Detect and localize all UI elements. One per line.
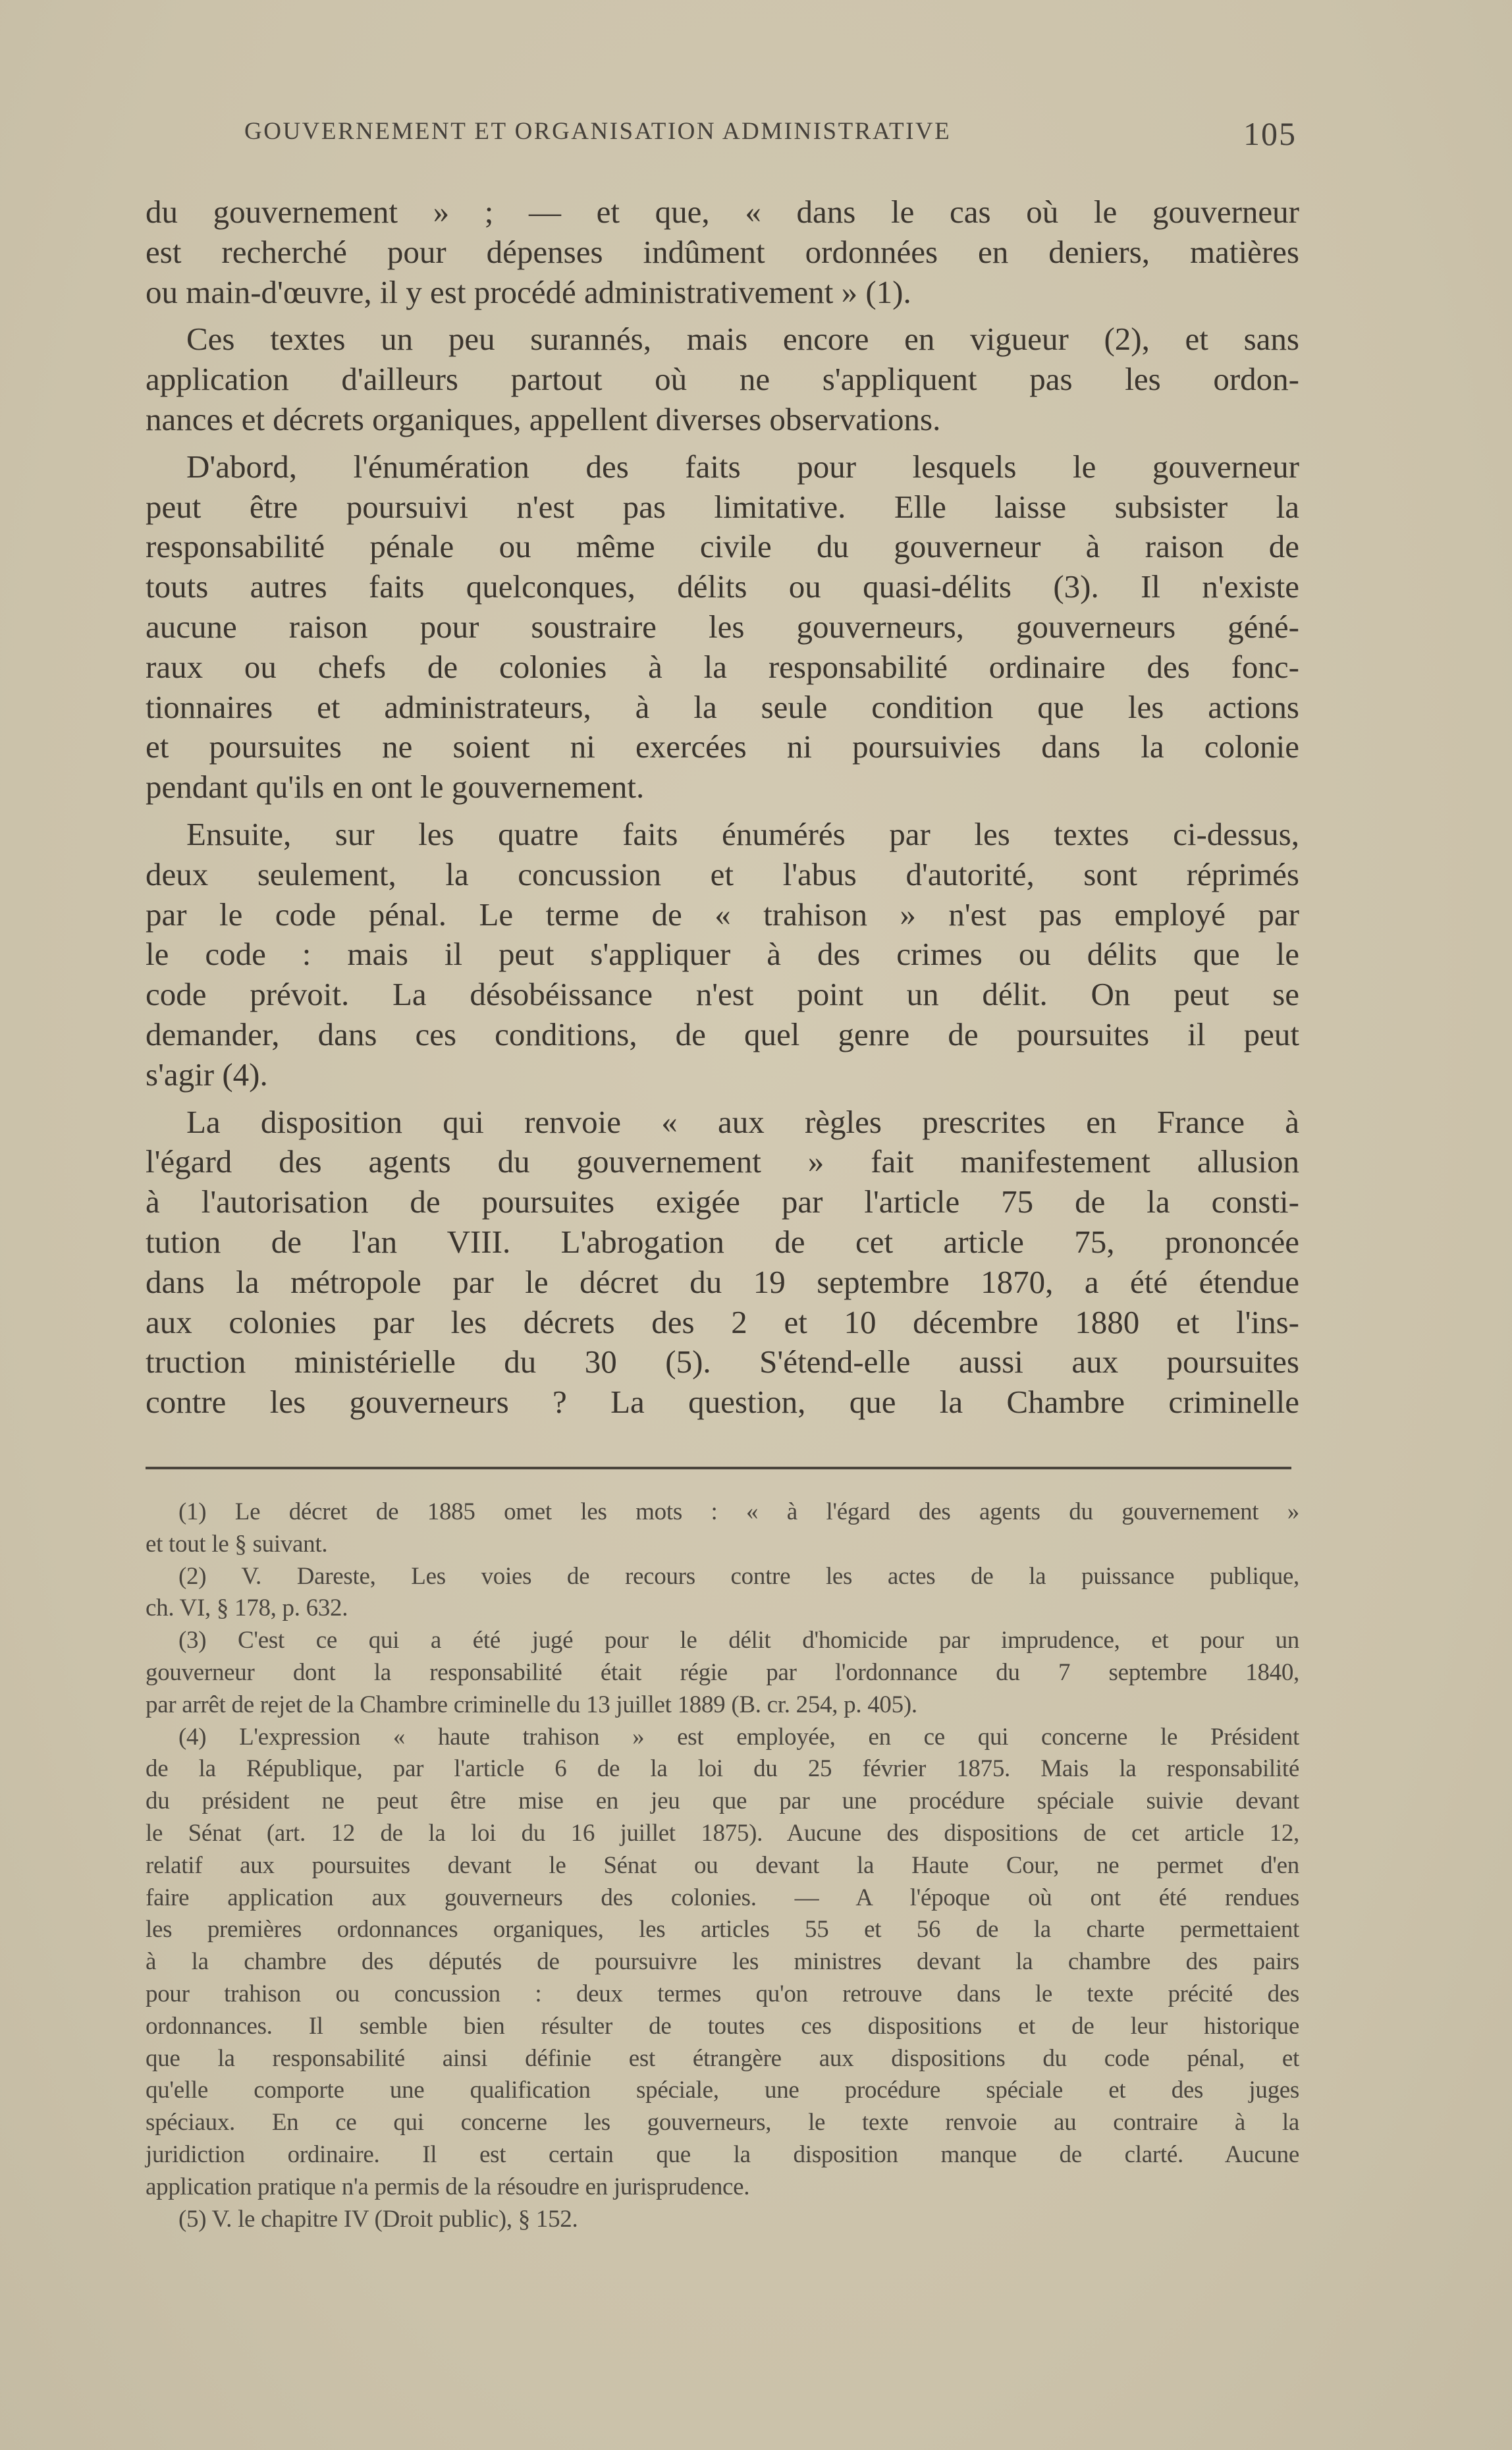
text-line: du gouvernement » ; — et que, « dans le cas où le gouverneur: [146, 194, 1299, 230]
footnote-line: gouverneur dont la responsabilité était régie par l'ordonnance du 7 septembre 1840,: [146, 1658, 1299, 1686]
text-line: La disposition qui renvoie « aux règles prescrites en France à: [186, 1103, 1299, 1140]
text-line: demander, dans ces conditions, de quel genre de poursuites il peut: [146, 1016, 1299, 1052]
text-line: pendant qu'ils en ont le gouvernement.: [146, 769, 645, 805]
text-line: Ensuite, sur les quatre faits énumérés par les textes ci-dessus,: [186, 815, 1299, 852]
text-line: D'abord, l'énumération des faits pour lesquels le gouverneur: [186, 448, 1299, 485]
footnote: [146, 1561, 1299, 1625]
footnote-line: du président ne peut être mise en jeu que par une procédure spéciale suivie devant: [146, 1787, 1299, 1815]
footnote-line: et tout le § suivant.: [146, 1530, 328, 1558]
main-text: [146, 192, 1299, 1430]
footnote-separator: [146, 1467, 1291, 1469]
footnote: [146, 1496, 1299, 1561]
text-line: application d'ailleurs partout où ne s'appliquent pas les ordon-: [146, 361, 1299, 398]
text-line: et poursuites ne soient ni exercées ni poursuivies dans la colonie: [146, 728, 1299, 765]
footnote-line: ch. VI, § 178, p. 632.: [146, 1594, 348, 1622]
footnote-line: de la République, par l'article 6 de la loi du 25 février 1875. Mais la responsabilité: [146, 1755, 1299, 1783]
footnote-line: (5) V. le chapitre IV (Droit public), § 152.: [178, 2205, 578, 2233]
text-line: l'égard des agents du gouvernement » fait manifestement allusion: [146, 1143, 1299, 1180]
text-line: tionnaires et administrateurs, à la seule condition que les actions: [146, 688, 1299, 725]
footnote-line: spéciaux. En ce qui concerne les gouverneurs, le texte renvoie au contraire à la: [146, 2109, 1299, 2137]
running-title: GOUVERNEMENT ET ORGANISATION ADMINISTRATIVE: [244, 118, 952, 145]
text-line: est recherché pour dépenses indûment ordonnées en deniers, matières: [146, 233, 1299, 270]
text-line: contre les gouverneurs ? La question, que la Chambre criminelle: [146, 1384, 1299, 1421]
footnote: [146, 1625, 1299, 1721]
text-line: le code : mais il peut s'appliquer à des crimes ou délits que le: [146, 936, 1299, 973]
footnote-line: faire application aux gouverneurs des colonies. — A l'époque où ont été rendues: [146, 1884, 1299, 1911]
footnote-line: application pratique n'a permis de la résoudre en jurisprudence.: [146, 2173, 750, 2200]
footnote-line: (2) V. Dareste, Les voies de recours contre les actes de la puissance publique,: [178, 1562, 1299, 1590]
text-line: code prévoit. La désobéissance n'est point un délit. On peut se: [146, 976, 1299, 1013]
text-line: aucune raison pour soustraire les gouverneurs, gouverneurs géné-: [146, 608, 1299, 645]
text-line: deux seulement, la concussion et l'abus d'autorité, sont réprimés: [146, 856, 1299, 892]
footnote-line: qu'elle comporte une qualification spéciale, une procédure spéciale et des juges: [146, 2077, 1299, 2104]
text-line: responsabilité pénale ou même civile du gouverneur à raison de: [146, 528, 1299, 565]
text-line: touts autres faits quelconques, délits ou quasi-délits (3). Il n'existe: [146, 568, 1299, 605]
footnote-line: le Sénat (art. 12 de la loi du 16 juillet 1875). Aucune des dispositions de cet article 12,: [146, 1819, 1299, 1847]
paragraph: [146, 192, 1299, 312]
paragraph: [146, 1102, 1299, 1423]
footnote-line: juridiction ordinaire. Il est certain que la disposition manque de clarté. Aucune: [146, 2140, 1299, 2168]
text-line: à l'autorisation de poursuites exigée par l'article 75 de la consti-: [146, 1184, 1299, 1220]
text-line: dans la métropole par le décret du 19 septembre 1870, a été étendue: [146, 1263, 1299, 1300]
text-line: aux colonies par les décrets des 2 et 10 décembre 1880 et l'ins-: [146, 1303, 1299, 1340]
footnote-line: ordonnances. Il semble bien résulter de toutes ces dispositions et de leur historique: [146, 2012, 1299, 2040]
footnote-line: que la responsabilité ainsi définie est étrangère aux dispositions du code pénal, et: [146, 2044, 1299, 2072]
text-line: truction ministérielle du 30 (5). S'étend-elle aussi aux poursuites: [146, 1344, 1299, 1380]
page-number: 105: [1243, 115, 1297, 152]
text-line: s'agir (4).: [146, 1056, 268, 1093]
footnote: [146, 2204, 1299, 2236]
paragraph: [146, 815, 1299, 1095]
footnote-line: (1) Le décret de 1885 omet les mots : « à l'égard des agents du gouvernement »: [178, 1498, 1299, 1525]
paragraph: [146, 447, 1299, 807]
footnote-line: relatif aux poursuites devant le Sénat ou devant la Haute Cour, ne permet d'en: [146, 1851, 1299, 1879]
text-line: peut être poursuivi n'est pas limitative. Elle laisse subsister la: [146, 488, 1299, 525]
text-line: ou main-d'œuvre, il y est procédé administrativement » (1).: [146, 273, 911, 310]
text-line: tution de l'an VIII. L'abrogation de cet article 75, prononcée: [146, 1223, 1299, 1260]
footnote-line: (3) C'est ce qui a été jugé pour le délit d'homicide par imprudence, et pour un: [178, 1627, 1299, 1654]
footnote-line: (4) L'expression « haute trahison » est employée, en ce qui concerne le Président: [178, 1723, 1299, 1751]
paragraph: [146, 319, 1299, 439]
text-line: par le code pénal. Le terme de « trahison » n'est pas employé par: [146, 896, 1299, 933]
text-line: Ces textes un peu surannés, mais encore en vigueur (2), et sans: [186, 321, 1299, 358]
text-line: nances et décrets organiques, appellent diverses observations.: [146, 400, 941, 437]
footnotes: [146, 1496, 1299, 2235]
footnote-line: par arrêt de rejet de la Chambre criminelle du 13 juillet 1889 (B. cr. 254, p. 405).: [146, 1691, 917, 1718]
footnote-line: les premières ordonnances organiques, les articles 55 et 56 de la charte permettaient: [146, 1916, 1299, 1944]
footnote-line: pour trahison ou concussion : deux termes qu'on retrouve dans le texte précité des: [146, 1980, 1299, 2007]
footnote-line: à la chambre des députés de poursuivre les ministres devant la chambre des pairs: [146, 1948, 1299, 1976]
page-header: [146, 117, 1299, 157]
footnote: [146, 1722, 1299, 2204]
text-line: raux ou chefs de colonies à la responsabilité ordinaire des fonc-: [146, 648, 1299, 685]
